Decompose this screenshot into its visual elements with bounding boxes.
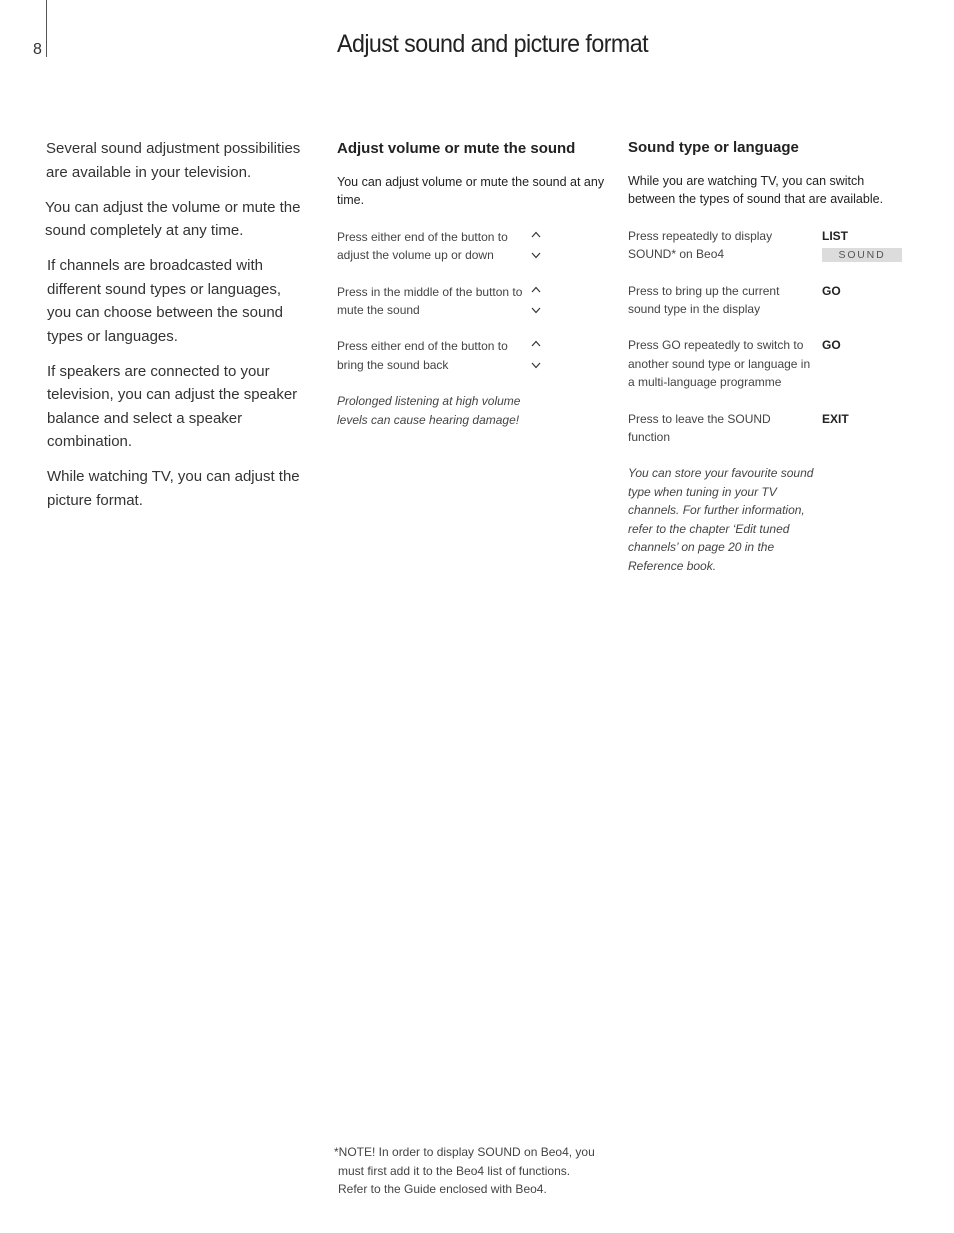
- down-arrow-icon: [529, 362, 543, 380]
- volume-section: [337, 138, 605, 429]
- volume-arrows: [529, 337, 543, 380]
- footnote-line: *NOTE! In order to display SOUND on Beo4, you: [334, 1145, 595, 1159]
- sound-type-section: [628, 137, 908, 575]
- step-text: Press in the middle of the button to mute the sound: [337, 284, 523, 318]
- down-arrow-icon: [529, 252, 543, 270]
- intro-paragraph: If channels are broadcasted with different sound types or languages, you can choose between the sound types or languages.: [47, 257, 284, 345]
- sound-type-step: [628, 336, 908, 391]
- sound-type-note: You can store your favourite sound type when tuning in your TV channels. For further information, refer to the chapter ‘Edit tuned channels’ on page 20 in the Reference book.: [628, 466, 814, 573]
- up-arrow-icon: [529, 286, 543, 304]
- step-text: Press either end of the button to adjust the volume up or down: [337, 229, 508, 263]
- down-arrow-icon: [529, 307, 543, 325]
- footnote: [334, 1143, 614, 1199]
- page-title: Adjust sound and picture format: [337, 30, 648, 58]
- intro-paragraph: Several sound adjustment possibilities are available in your television.: [46, 140, 301, 181]
- intro-column: [46, 137, 308, 524]
- sound-type-heading: Sound type or language: [628, 139, 799, 156]
- sound-type-lead: While you are watching TV, you can switch between the types of sound that are available.: [628, 174, 884, 207]
- intro-paragraph: While watching TV, you can adjust the picture format.: [47, 468, 300, 509]
- footnote-line: Refer to the Guide enclosed with Beo4.: [338, 1182, 547, 1196]
- volume-arrows: [529, 228, 543, 271]
- page-number: 8: [33, 41, 42, 58]
- step-text: Press to leave the SOUND function: [628, 411, 771, 445]
- step-text: Press to bring up the current sound type in the display: [628, 283, 780, 317]
- volume-lead: You can adjust volume or mute the sound at any time.: [337, 175, 605, 208]
- step-text: Press GO repeatedly to switch to another sound type or language in a multi-language programme: [628, 338, 811, 390]
- volume-step: [337, 283, 605, 320]
- intro-paragraph: You can adjust the volume or mute the sound completely at any time.: [45, 198, 301, 239]
- volume-heading: Adjust volume or mute the sound: [337, 140, 576, 157]
- up-arrow-icon: [529, 340, 543, 358]
- sound-type-step: [628, 227, 908, 264]
- intro-paragraph: If speakers are connected to your television, you can adjust the speaker balance and select a speaker combination.: [47, 362, 298, 450]
- volume-warning: Prolonged listening at high volume levels can cause hearing damage!: [337, 394, 521, 427]
- footnote-line: must first add it to the Beo4 list of functions.: [338, 1163, 571, 1178]
- volume-step: [337, 337, 605, 374]
- header-divider: [46, 0, 47, 57]
- beo4-display: SOUND: [822, 248, 902, 262]
- step-text: Press repeatedly to display SOUND* on Beo4: [628, 228, 773, 262]
- volume-arrows: [529, 283, 543, 326]
- key-go: GO: [822, 338, 841, 353]
- sound-type-step: [628, 410, 908, 447]
- sound-type-step: [628, 282, 908, 319]
- up-arrow-icon: [529, 231, 543, 249]
- key-exit: EXIT: [822, 411, 849, 426]
- step-text: Press either end of the button to bring the sound back: [337, 339, 508, 372]
- key-go: GO: [822, 283, 841, 298]
- volume-step: [337, 228, 605, 265]
- key-list: LIST: [822, 228, 848, 243]
